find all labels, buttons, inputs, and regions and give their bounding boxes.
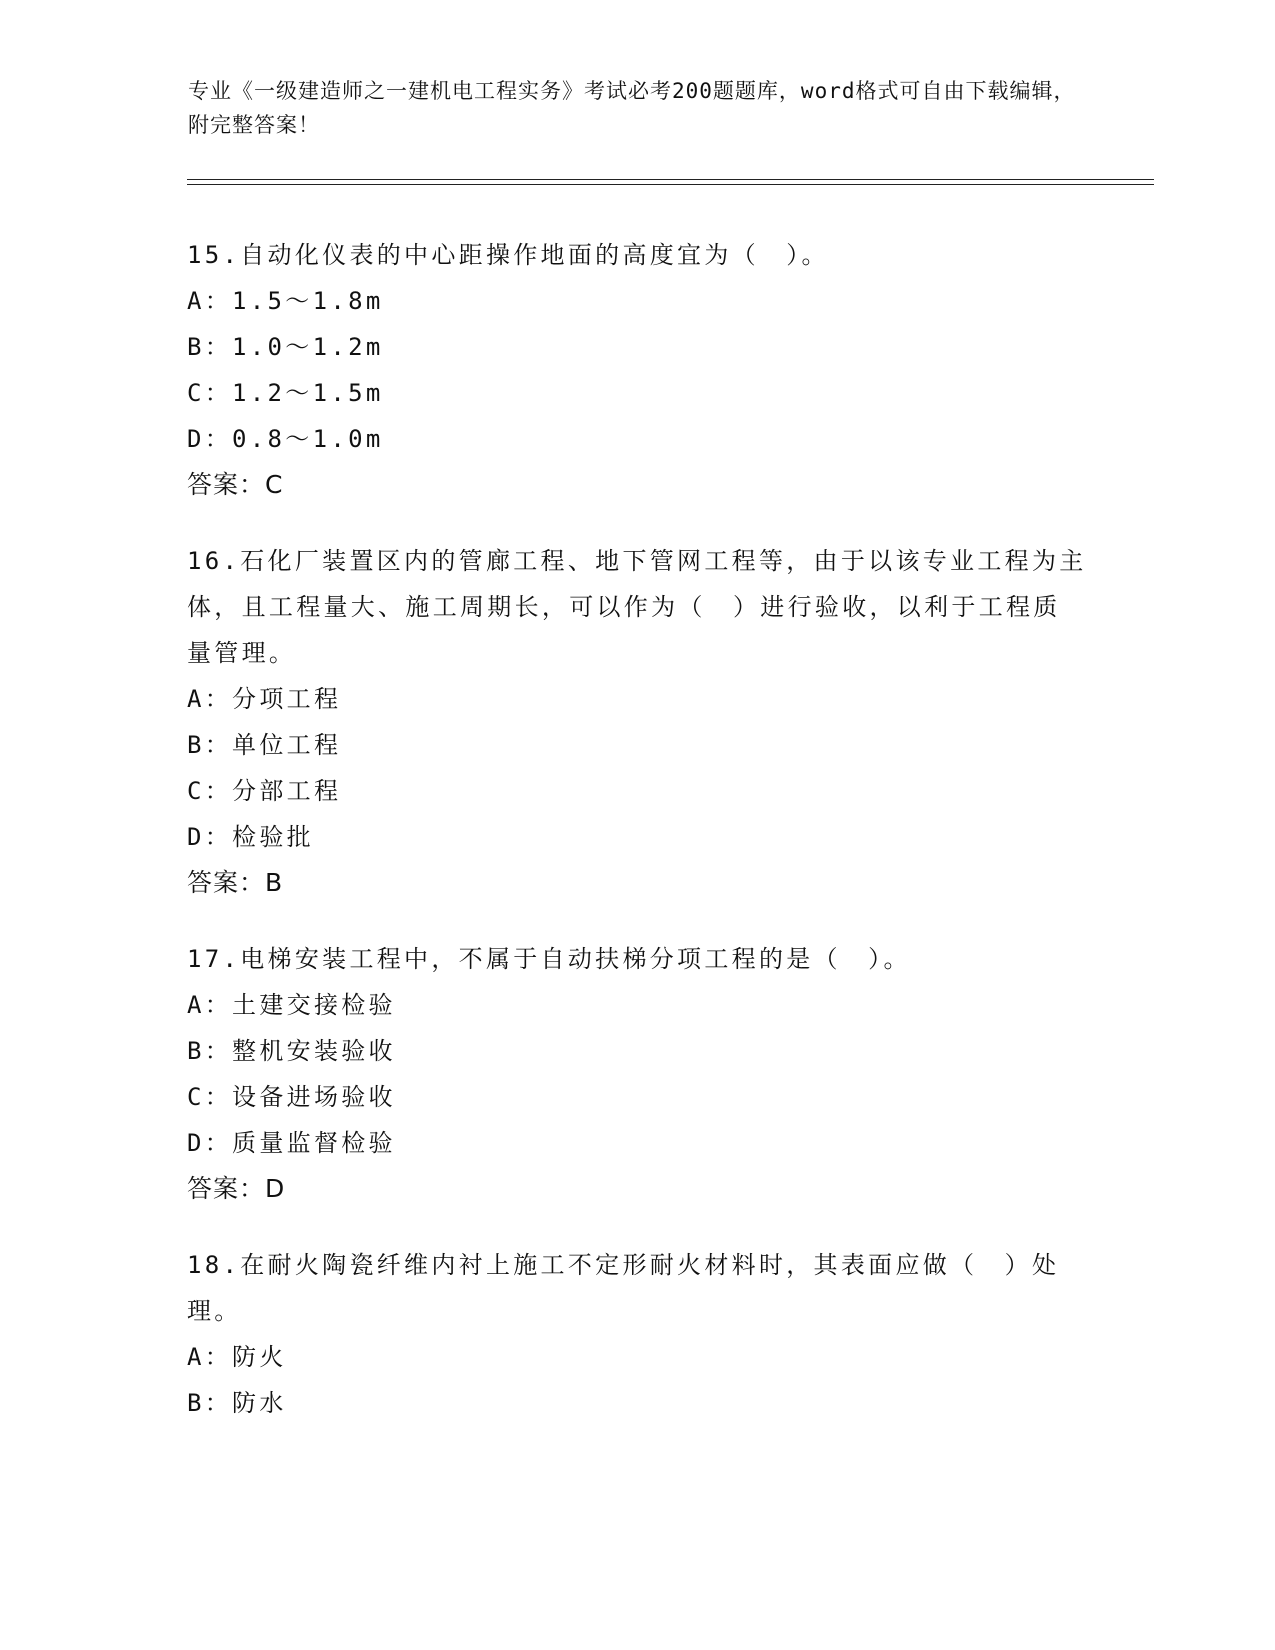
- answer-label: 答案：D: [187, 1174, 286, 1203]
- option-d: D：质量监督检验: [187, 1129, 396, 1157]
- document-header: 专业《一级建造师之一建机电工程实务》考试必考200题题库，word格式可自由下载编辑，附完整答案！: [188, 79, 1076, 137]
- question-list: [187, 232, 1087, 1456]
- header-divider-bottom: [187, 184, 1154, 185]
- question-stem: 15.自动化仪表的中心距操作地面的高度宜为（ ）。: [187, 241, 829, 269]
- answer-label: 答案：B: [187, 868, 284, 897]
- answer-label: 答案：C: [187, 470, 284, 499]
- option-c: C：1.2～1.5m: [187, 379, 384, 407]
- question-stem: 16.石化厂装置区内的管廊工程、地下管网工程等，由于以该专业工程为主体，且工程量大、施工周期长，可以作为（ ）进行验收，以利于工程质量管理。: [187, 547, 1087, 667]
- option-a: A：防火: [187, 1343, 287, 1371]
- question-stem: 17.电梯安装工程中，不属于自动扶梯分项工程的是（ ）。: [187, 945, 911, 973]
- option-b: B：防水: [187, 1389, 287, 1417]
- option-c: C：分部工程: [187, 777, 342, 805]
- option-c: C：设备进场验收: [187, 1083, 396, 1111]
- option-d: D：检验批: [187, 823, 314, 851]
- question-15: [187, 232, 1087, 508]
- question-16: [187, 538, 1087, 906]
- option-b: B：单位工程: [187, 731, 342, 759]
- option-a: A：1.5～1.8m: [187, 287, 384, 315]
- option-a: A：分项工程: [187, 685, 342, 713]
- question-17: [187, 936, 1087, 1212]
- option-a: A：土建交接检验: [187, 991, 396, 1019]
- option-b: B：整机安装验收: [187, 1037, 396, 1065]
- question-18: [187, 1242, 1087, 1426]
- option-d: D：0.8～1.0m: [187, 425, 384, 453]
- header-divider-top: [187, 179, 1154, 180]
- question-stem: 18.在耐火陶瓷纤维内衬上施工不定形耐火材料时，其表面应做（ ）处理。: [187, 1251, 1060, 1325]
- option-b: B：1.0～1.2m: [187, 333, 384, 361]
